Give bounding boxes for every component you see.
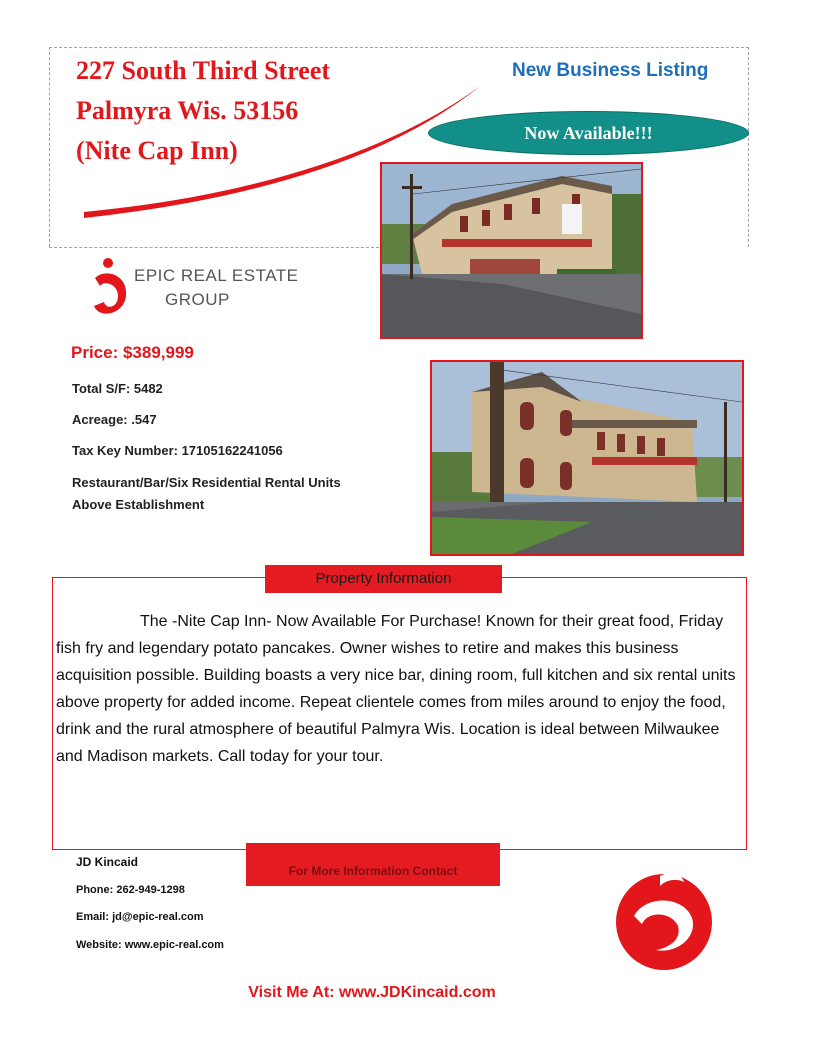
new-business-listing-label: New Business Listing <box>512 60 709 81</box>
contact-heading: For More Information Contact <box>246 843 500 886</box>
epic-logo-icon <box>90 256 132 322</box>
property-photo-2 <box>430 360 744 556</box>
agent-email: Email: jd@epic-real.com <box>76 911 204 923</box>
visit-website-link[interactable]: Visit Me At: www.JDKincaid.com <box>248 984 496 1001</box>
logo-name-line-2: GROUP <box>165 290 230 309</box>
price: Price: $389,999 <box>71 343 194 362</box>
address-line-2: Palmyra Wis. 53156 <box>76 96 299 125</box>
logo-name-line-1: EPIC REAL ESTATE <box>134 266 299 285</box>
property-use-line-1: Restaurant/Bar/Six Residential Rental Units <box>72 475 341 490</box>
address-line-3: (Nite Cap Inn) <box>76 136 238 165</box>
acreage: Acreage: .547 <box>72 412 157 427</box>
agent-name: JD Kincaid <box>76 855 139 869</box>
property-description <box>56 608 740 770</box>
tax-key-number: Tax Key Number: 17105162241056 <box>72 443 283 458</box>
agent-website: Website: www.epic-real.com <box>76 939 224 951</box>
header-frame-bottom <box>49 247 379 248</box>
address-line-1: 227 South Third Street <box>76 56 331 85</box>
property-photo-1 <box>380 162 643 339</box>
availability-text: Now Available!!! <box>524 123 653 143</box>
property-description-text: The -Nite Cap Inn- Now Available For Purchase! Known for their great food, Friday fish fry and legendary potato pancakes. Owner wishes to retire and makes this business acquisition possible. Building boasts a very nice bar, dining room, full kitchen and six rental units above property for added income. Repeat clientele comes from miles around to enjoy the food, drink and the rural atmosphere of beautiful Palmyra Wis. Location is ideal between Milwaukee and Madison markets. Call today for your tour. <box>56 613 736 765</box>
property-information-heading: Property Information <box>265 565 502 593</box>
agent-phone: Phone: 262-949-1298 <box>76 884 185 896</box>
epic-logo-large-icon <box>612 868 716 972</box>
total-square-feet: Total S/F: 5482 <box>72 381 163 396</box>
property-use-line-2: Above Establishment <box>72 497 205 512</box>
